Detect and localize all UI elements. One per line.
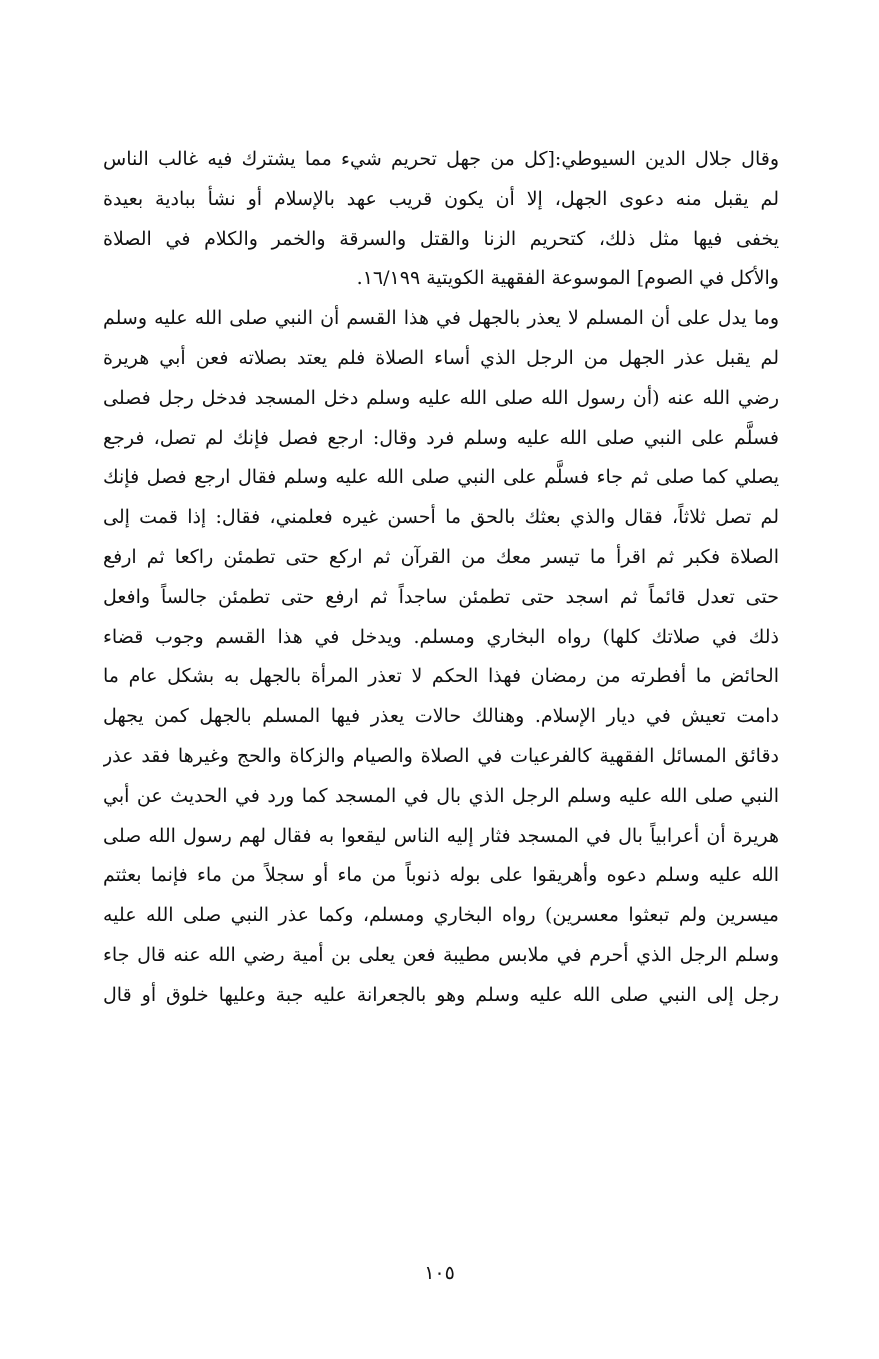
text-line: فسلَّم على النبي صلى الله عليه وسلم فرد وقال: ارجع فصل فإنك لم تصل، فرجع	[103, 426, 779, 449]
text-line: رضي الله عنه (أن رسول الله صلى الله عليه وسلم دخل المسجد فدخل رجل فصلى	[103, 386, 779, 409]
text-line: حتى تعدل قائماً ثم اسجد حتى تطمئن ساجداً ثم ارفع حتى تطمئن جالساً وافعل	[103, 585, 779, 608]
text-line: والأكل في الصوم] الموسوعة الفقهية الكويتية ١٦/١٩٩.	[356, 267, 779, 290]
text-line: يخفى فيها مثل ذلك، كتحريم الزنا والقتل والسرقة والخمر والكلام في الصلاة	[103, 227, 779, 250]
body-text	[103, 140, 779, 1016]
text-line: لم يقبل منه دعوى الجهل، إلا أن يكون قريب عهد بالإسلام أو نشأ ببادية بعيدة	[103, 187, 779, 210]
page-number: ١٠٥	[424, 1262, 455, 1284]
text-line: ميسرين ولم تبعثوا معسرين) رواه البخاري ومسلم، وكما عذر النبي صلى الله عليه	[103, 904, 779, 927]
text-line: ذلك في صلاتك كلها) رواه البخاري ومسلم. ويدخل في هذا القسم وجوب قضاء	[103, 625, 779, 648]
text-line: الحائض ما أفطرته من رمضان فهذا الحكم لا تعذر المرأة بالجهل به بشكل عام ما	[103, 665, 779, 688]
text-line: لم يقبل عذر الجهل من الرجل الذي أساء الصلاة فلم يعتد بصلاته فعن أبي هريرة	[103, 346, 779, 369]
text-line: الصلاة فكبر ثم اقرأ ما تيسر معك من القرآن ثم اركع حتى تطمئن راكعا ثم ارفع	[103, 545, 779, 568]
text-line: دامت تعيش في ديار الإسلام. وهنالك حالات يعذر فيها المسلم بالجهل كمن يجهل	[103, 705, 779, 728]
text-line: وما يدل على أن المسلم لا يعذر بالجهل في هذا القسم أن النبي صلى الله عليه وسلم	[103, 307, 779, 330]
text-line: وسلم الرجل الذي أحرم في ملابس مطيبة فعن يعلى بن أمية رضي الله عنه قال جاء	[103, 943, 779, 966]
text-line: النبي صلى الله عليه وسلم الرجل الذي بال في المسجد كما ورد في الحديث عن أبي	[103, 784, 779, 807]
text-line: هريرة أن أعرابياً بال في المسجد فثار إليه الناس ليقعوا به فقال لهم رسول الله صلى	[103, 824, 779, 847]
text-line: دقائق المسائل الفقهية كالفرعيات في الصلاة والصيام والزكاة والحج وغيرها فقد عذر	[103, 744, 779, 767]
text-line: لم تصل ثلاثاً، فقال والذي بعثك بالحق ما أحسن غيره فعلمني، فقال: إذا قمت إلى	[103, 506, 779, 529]
text-line: الله عليه وسلم دعوه وأهريقوا على بوله ذنوباً من ماء أو سجلاً من ماء فإنما بعثتم	[103, 864, 779, 887]
text-line: وقال جلال الدين السيوطي:[كل من جهل تحريم شيء مما يشترك فيه غالب الناس	[103, 148, 779, 170]
text-line: رجل إلى النبي صلى الله عليه وسلم وهو بالجعرانة عليه جبة وعليها خلوق أو قال	[103, 983, 779, 1006]
text-line: يصلي كما صلى ثم جاء فسلَّم على النبي صلى الله عليه وسلم فقال ارجع فصل فإنك	[103, 466, 779, 489]
